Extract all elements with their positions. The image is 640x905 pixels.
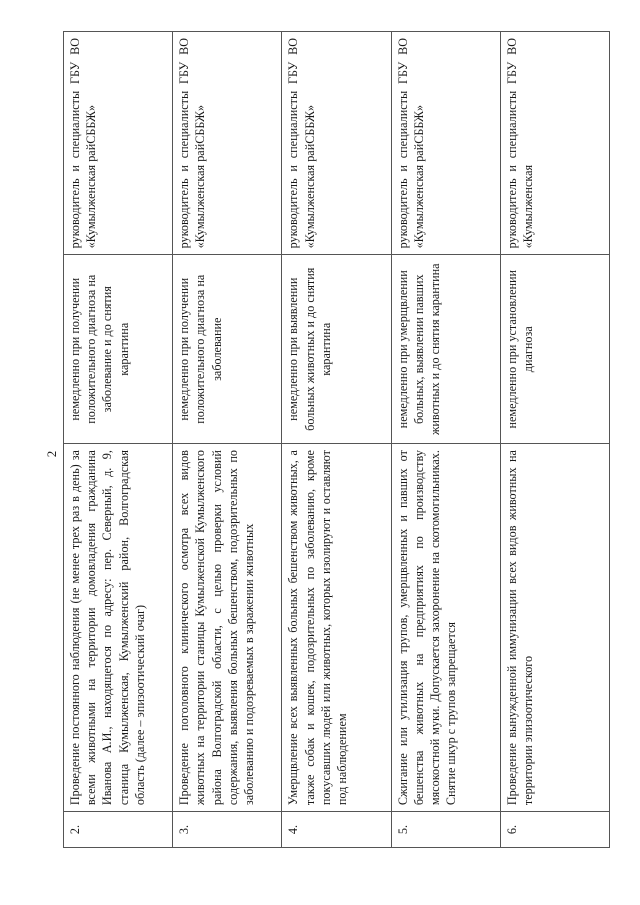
row-number: 6. — [500, 812, 609, 848]
measure-cell: Проведение постоянного наблюдения (не менее трех раз в день) за всеми животными на территории домовладения гражданина Иванова А.И., находящегося по адресу: пер. Северный, д. 9, станица Кумылженская, Кумылженский район, Волгоградская область (далее – эпизоотический очаг) — [64, 444, 173, 812]
responsible-cell: руководитель и специалисты ГБУ ВО «Кумылженская — [500, 32, 609, 255]
page-number: 2 — [44, 450, 59, 458]
deadline-cell: немедленно при установлении диагноза — [500, 255, 609, 444]
measure-cell: Сжигание или утилизация трупов, умерщвленных и павших от бешенства животных на предприятиях по производству мясокостной муки. Допускается захоронение на скотомогильниках. Снятие шкур с трупов запрещается — [391, 444, 500, 812]
table-row — [500, 32, 609, 848]
responsible-cell: руководитель и специалисты ГБУ ВО «Кумылженская райСББЖ» — [64, 32, 173, 255]
table-row — [282, 32, 391, 848]
row-number: 3. — [173, 812, 282, 848]
row-number: 4. — [282, 812, 391, 848]
deadline-cell: немедленно при получении положительного диагноза на заболевание — [173, 255, 282, 444]
measure-cell: Проведение вынужденной иммунизации всех видов животных на территории эпизоотического — [500, 444, 609, 812]
responsible-cell: руководитель и специалисты ГБУ ВО «Кумылженская райСББЖ» — [391, 32, 500, 255]
deadline-cell: немедленно при получении положительного диагноза на заболевание и до снятия карантина — [64, 255, 173, 444]
measure-cell: Проведение поголовного клинического осмотра всех видов животных на территории станицы Кумылженской Кумылженского района Волгоградской области, с целью проверки условий содержания, выявления больных бешенством, подозрительных по заболеванию и подозреваемых в заражении животных — [173, 444, 282, 812]
responsible-cell: руководитель и специалисты ГБУ ВО «Кумылженская райСББЖ» — [282, 32, 391, 255]
row-number: 2. — [64, 812, 173, 848]
measure-cell: Умерщвление всех выявленных больных бешенством животных, а также собак и кошек, подозрительных по заболеванию, кроме покусавших людей или животных, которых изолируют и оставляют под наблюдением — [282, 444, 391, 812]
deadline-cell: немедленно при выявлении больных животных и до снятия карантина — [282, 255, 391, 444]
measures-table — [63, 31, 610, 848]
table-row — [64, 32, 173, 848]
deadline-cell: немедленно при умерщвлении больных, выявлении павших животных и до снятия карантина — [391, 255, 500, 444]
row-number: 5. — [391, 812, 500, 848]
table-row — [173, 32, 282, 848]
responsible-cell: руководитель и специалисты ГБУ ВО «Кумылженская райСББЖ» — [173, 32, 282, 255]
table-row — [391, 32, 500, 848]
